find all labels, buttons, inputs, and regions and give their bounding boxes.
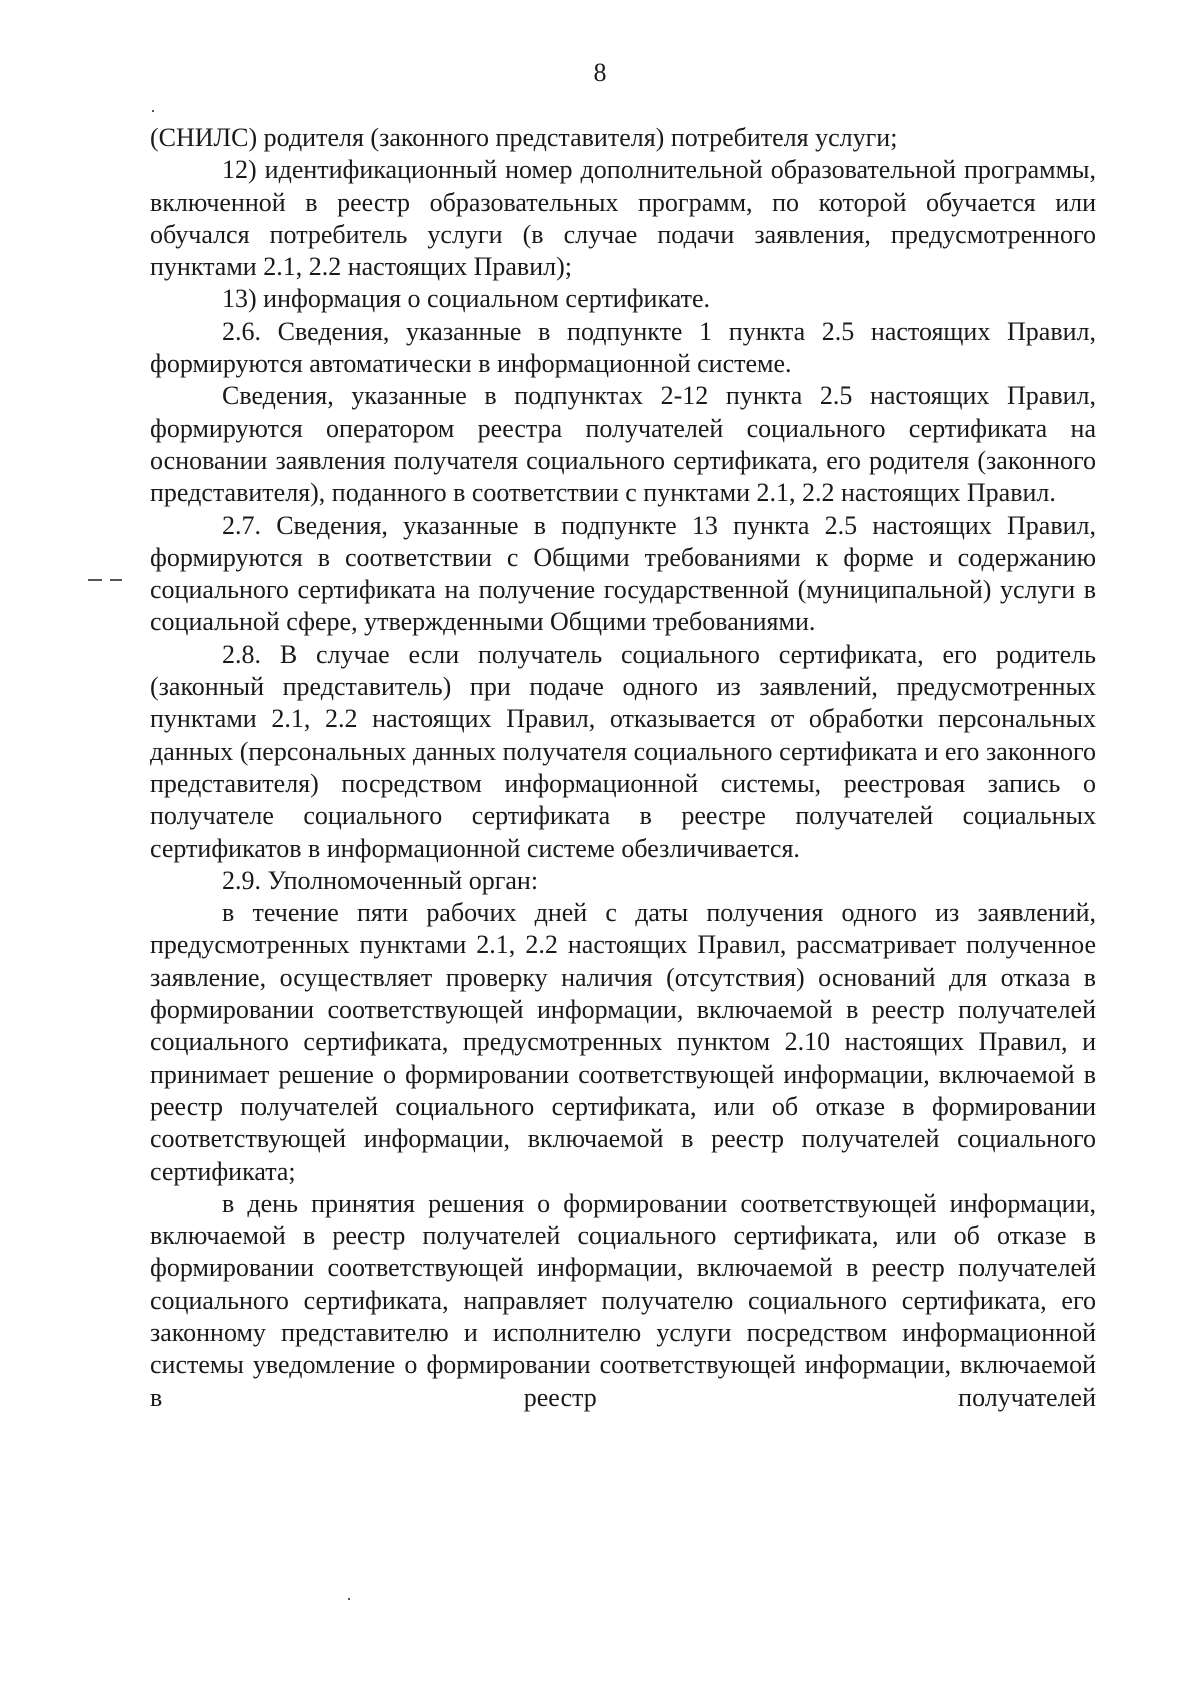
scan-dot-bottom — [348, 1598, 350, 1600]
paragraph-2-9-review: в течение пяти рабочих дней с даты получения одного из заявлений, предусмотренных пунктами 2.1, 2.2 настоящих Правил, рассматривает полученное заявление, осуществляет проверку наличия (отсутствия) оснований для отказа в формировании соответствующей информации, включаемой в реестр получателей социального сертификата, предусмотренных пунктом 2.10 настоящих Правил, и принимает решение о формировании соответствующей информации, включаемой в реестр получателей социального сертификата, или об отказе в формировании соответствующей информации, включаемой в реестр получателей социального сертификата; — [150, 898, 1096, 1186]
paragraph-snils: (СНИЛС) родителя (законного представителя) потребителя услуги; — [150, 123, 898, 152]
paragraph-2-9-notify: в день принятия решения о формировании соответствующей информации, включаемой в реестр получателей социального сертификата, или об отказе в формировании соответствующей информации, включаемой в реестр получателей социального сертификата, направляет получателю социального сертификата, его законному представителю и исполнителю услуги посредством информационной системы уведомление о формировании соответствующей информации, включаемой в реестр получателей — [150, 1188, 1096, 1412]
paragraph-2-6: 2.6. Сведения, указанные в подпункте 1 пункта 2.5 настоящих Правил, формируются автоматически в информационной системе. — [150, 316, 1096, 379]
paragraph-2-7: 2.7. Сведения, указанные в подпункте 13 пункта 2.5 настоящих Правил, формируются в соответствии с Общими требованиями к форме и содержанию социального сертификата на получение государственной (муниципальной) услуги в социальной сфере, утвержденными Общими требованиями. — [150, 510, 1096, 637]
paragraph-item-12: 12) идентификационный номер дополнительной образовательной программы, включенной в реестр образовательных программ, по которой обучается или обучался потребитель услуги (в случае подачи заявления, предусмотренного пунктами 2.1, 2.2 настоящих Правил); — [150, 155, 1096, 282]
paragraph-2-8: 2.8. В случае если получатель социального сертификата, его родитель (законный представитель) при подаче одного из заявлений, предусмотренных пунктами 2.1, 2.2 настоящих Правил, отказывается от обработки персональных данных (персональных данных получателя социального сертификата и его законного представителя) посредством информационной системы, реестровая запись о получателе социального сертификата в реестре получателей социальных сертификатов в информационной системе обезличивается. — [150, 639, 1096, 863]
scan-dash-left-2 — [110, 579, 122, 581]
paragraph-item-13: 13) информация о социальном сертификате. — [222, 284, 710, 314]
scan-dot-top — [152, 110, 154, 112]
page-number: 8 — [593, 58, 607, 87]
scan-dash-left-1 — [88, 579, 102, 581]
paragraph-2-9: 2.9. Уполномоченный орган: — [222, 865, 539, 895]
paragraph-2-6-details: Сведения, указанные в подпунктах 2-12 пункта 2.5 настоящих Правил, формируются оператором реестра получателей социального сертификата на основании заявления получателя социального сертификата, его родителя (законного представителя), поданного в соответствии с пунктами 2.1, 2.2 настоящих Правил. — [150, 381, 1096, 508]
document-body — [150, 122, 1096, 1414]
